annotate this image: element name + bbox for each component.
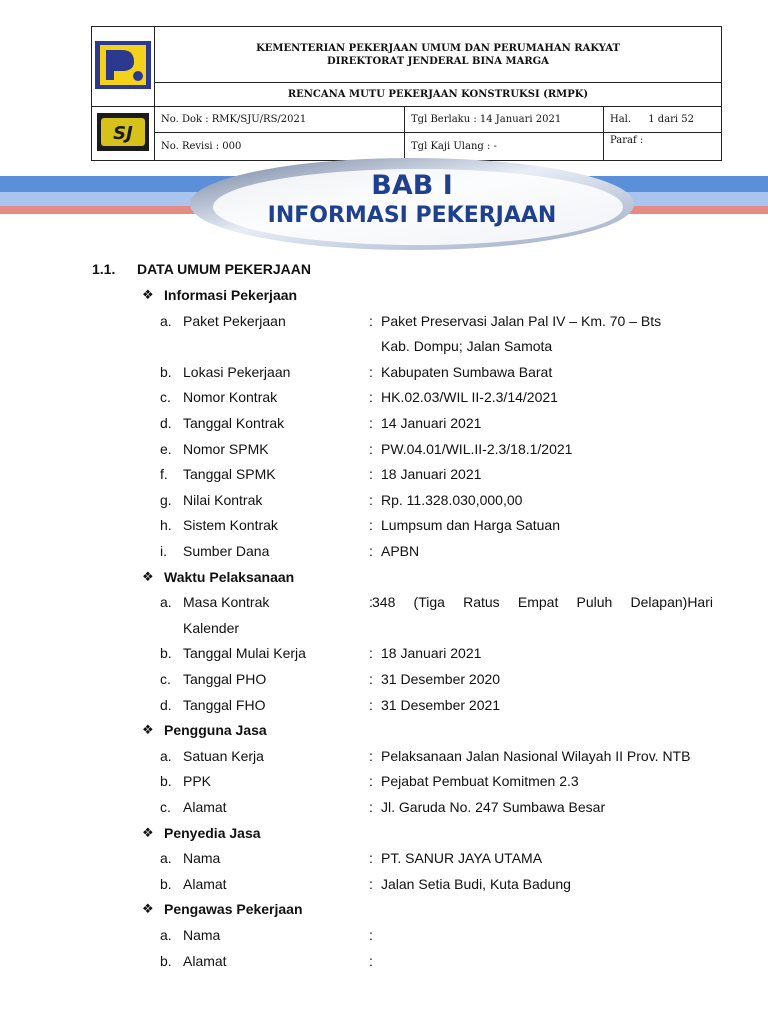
data-row xyxy=(0,386,768,408)
group-header-pengawas xyxy=(0,898,768,920)
item-colon: : xyxy=(369,415,373,431)
item-colon: : xyxy=(369,645,373,662)
ministry-title: KEMENTERIAN PEKERJAAN UMUM DAN PERUMAHAN RAKYAT xyxy=(256,42,620,54)
item-colon: : xyxy=(369,927,373,943)
data-row xyxy=(0,796,768,818)
item-value: HK.02.03/WIL II-2.3/14/2021 xyxy=(381,389,558,406)
item-letter: c. xyxy=(160,389,171,406)
item-colon: : xyxy=(369,543,373,559)
diamond-bullet-icon: ❖ xyxy=(142,287,154,302)
data-row xyxy=(0,514,768,536)
item-label: Sumber Dana xyxy=(183,543,270,559)
section-number: 1.1. xyxy=(92,261,116,277)
item-value: 14 Januari 2021 xyxy=(381,415,482,431)
group-header-informasi xyxy=(0,284,768,306)
data-row xyxy=(0,591,768,613)
item-label: Nama xyxy=(183,927,221,943)
data-row xyxy=(0,361,768,383)
item-value: 31 Desember 2021 xyxy=(381,696,501,713)
data-row xyxy=(0,463,768,485)
item-colon: : xyxy=(369,952,373,969)
item-label: Masa Kontrak xyxy=(183,594,270,611)
tgl-berlaku: Tgl Berlaku : 14 Januari 2021 xyxy=(405,107,604,133)
no-dok: No. Dok : RMK/SJU/RS/2021 xyxy=(155,107,405,133)
diamond-bullet-icon: ❖ xyxy=(142,824,154,840)
item-colon: : xyxy=(369,491,373,508)
item-letter: g. xyxy=(160,491,172,508)
item-value: 348 (Tiga Ratus Empat Puluh Delapan)Hari xyxy=(372,594,713,611)
data-row xyxy=(0,668,768,690)
item-value: Rp. 11.328.030,000,00 xyxy=(381,491,523,508)
item-label: Lokasi Pekerjaan xyxy=(183,363,291,380)
item-letter: b. xyxy=(160,875,172,892)
item-letter: d. xyxy=(160,696,172,713)
item-label: Tanggal Kontrak xyxy=(183,415,285,431)
item-colon: : xyxy=(369,696,373,713)
item-colon: : xyxy=(369,875,373,892)
item-colon: : xyxy=(369,773,373,790)
group-title-pengawas: Pengawas Pekerjaan xyxy=(164,901,303,918)
data-row xyxy=(0,847,768,869)
paraf: Paraf : xyxy=(604,133,722,161)
item-letter: a. xyxy=(160,312,172,329)
item-label: Alamat xyxy=(183,799,227,815)
item-letter: b. xyxy=(160,645,172,662)
group-header-waktu xyxy=(0,566,768,588)
item-letter: a. xyxy=(160,747,172,764)
data-row xyxy=(0,873,768,895)
item-value: APBN xyxy=(381,543,420,559)
data-row xyxy=(0,950,768,972)
item-label: Tanggal SPMK xyxy=(183,466,276,483)
item-label: Tanggal Mulai Kerja xyxy=(183,645,306,662)
item-value: 31 Desember 2020 xyxy=(381,671,501,687)
group-title-informasi: Informasi Pekerjaan xyxy=(164,287,298,303)
diamond-bullet-icon: ❖ xyxy=(142,901,154,917)
item-label: Paket Pekerjaan xyxy=(183,312,286,329)
item-colon: : xyxy=(369,671,373,687)
sju-logo-text: SJ xyxy=(113,123,133,144)
item-label: Tanggal PHO xyxy=(183,671,267,687)
data-row xyxy=(0,642,768,664)
diamond-bullet-icon: ❖ xyxy=(142,568,154,584)
item-value: 18 Januari 2021 xyxy=(381,466,482,483)
diamond-bullet-icon: ❖ xyxy=(142,722,154,738)
data-row-continued xyxy=(0,335,768,357)
item-colon: : xyxy=(369,850,373,867)
item-letter: c. xyxy=(160,671,171,687)
item-value: Kabupaten Sumbawa Barat xyxy=(381,363,553,380)
item-letter: h. xyxy=(160,517,172,534)
item-letter: d. xyxy=(160,415,172,431)
data-row xyxy=(0,438,768,460)
data-row xyxy=(0,745,768,767)
item-letter: b. xyxy=(160,363,172,380)
data-row xyxy=(0,770,768,792)
item-letter: f. xyxy=(160,466,168,483)
item-value-continued: Kalender xyxy=(183,619,240,636)
item-letter: i. xyxy=(160,543,167,559)
item-label: Nilai Kontrak xyxy=(183,491,263,508)
hal-label: Hal. xyxy=(610,114,632,125)
item-value: Jalan Setia Budi, Kuta Badung xyxy=(381,875,571,892)
item-value: Pelaksanaan Jalan Nasional Wilayah II Prov. NTB xyxy=(381,747,691,764)
banner-chapter: BAB I xyxy=(371,170,453,201)
data-row xyxy=(0,310,768,332)
item-colon: : xyxy=(369,799,373,815)
item-letter: c. xyxy=(160,799,171,815)
item-value: Jl. Garuda No. 247 Sumbawa Besar xyxy=(381,799,606,815)
item-value: PT. SANUR JAYA UTAMA xyxy=(381,850,543,867)
item-letter: b. xyxy=(160,773,172,790)
hal-value: 1 dari 52 xyxy=(648,114,695,125)
item-label: Sistem Kontrak xyxy=(183,517,278,534)
item-colon: : xyxy=(369,594,373,611)
data-row xyxy=(0,694,768,716)
data-row xyxy=(0,412,768,434)
item-value: Pejabat Pembuat Komitmen 2.3 xyxy=(381,773,579,790)
group-title-pengguna: Pengguna Jasa xyxy=(164,722,267,739)
item-label: Satuan Kerja xyxy=(183,747,264,764)
item-label: Nomor SPMK xyxy=(183,440,269,457)
item-letter: a. xyxy=(160,927,172,943)
data-row-continued xyxy=(0,617,768,639)
item-colon: : xyxy=(369,389,373,406)
document-title: RENCANA MUTU PEKERJAAN KONSTRUKSI (RMPK) xyxy=(155,83,722,107)
data-row xyxy=(0,924,768,946)
item-value: 18 Januari 2021 xyxy=(381,645,482,662)
group-title-waktu: Waktu Pelaksanaan xyxy=(164,568,295,585)
item-value: Paket Preservasi Jalan Pal IV – Km. 70 – Bts xyxy=(381,312,662,329)
item-label: Nomor Kontrak xyxy=(183,389,278,406)
item-letter: b. xyxy=(160,952,172,969)
item-value: Lumpsum dan Harga Satuan xyxy=(381,517,560,534)
no-revisi: No. Revisi : 000 xyxy=(155,133,405,161)
item-colon: : xyxy=(369,466,373,483)
tgl-kaji-ulang: Tgl Kaji Ulang : - xyxy=(405,133,604,161)
group-header-pengguna xyxy=(0,719,768,741)
banner-heading: INFORMASI PEKERJAAN xyxy=(267,203,557,228)
item-letter: a. xyxy=(160,594,172,611)
item-label: Nama xyxy=(183,850,221,867)
item-label: Alamat xyxy=(183,875,227,892)
item-colon: : xyxy=(369,440,373,457)
item-colon: : xyxy=(369,312,373,329)
item-value-continued: Kab. Dompu; Jalan Samota xyxy=(381,338,553,355)
item-colon: : xyxy=(369,517,373,534)
item-colon: : xyxy=(369,747,373,764)
item-letter: a. xyxy=(160,850,172,867)
data-row xyxy=(0,489,768,511)
data-row xyxy=(0,540,768,562)
item-value: PW.04.01/WIL.II-2.3/18.1/2021 xyxy=(381,440,573,457)
section-title: DATA UMUM PEKERJAAN xyxy=(137,261,311,277)
item-label: PPK xyxy=(183,773,212,790)
item-colon: : xyxy=(369,363,373,380)
directorate-title: DIREKTORAT JENDERAL BINA MARGA xyxy=(327,55,549,67)
item-label: Tanggal FHO xyxy=(183,696,266,713)
item-letter: e. xyxy=(160,440,172,457)
group-header-penyedia xyxy=(0,822,768,844)
group-title-penyedia: Penyedia Jasa xyxy=(164,824,261,841)
item-label: Alamat xyxy=(183,952,227,969)
